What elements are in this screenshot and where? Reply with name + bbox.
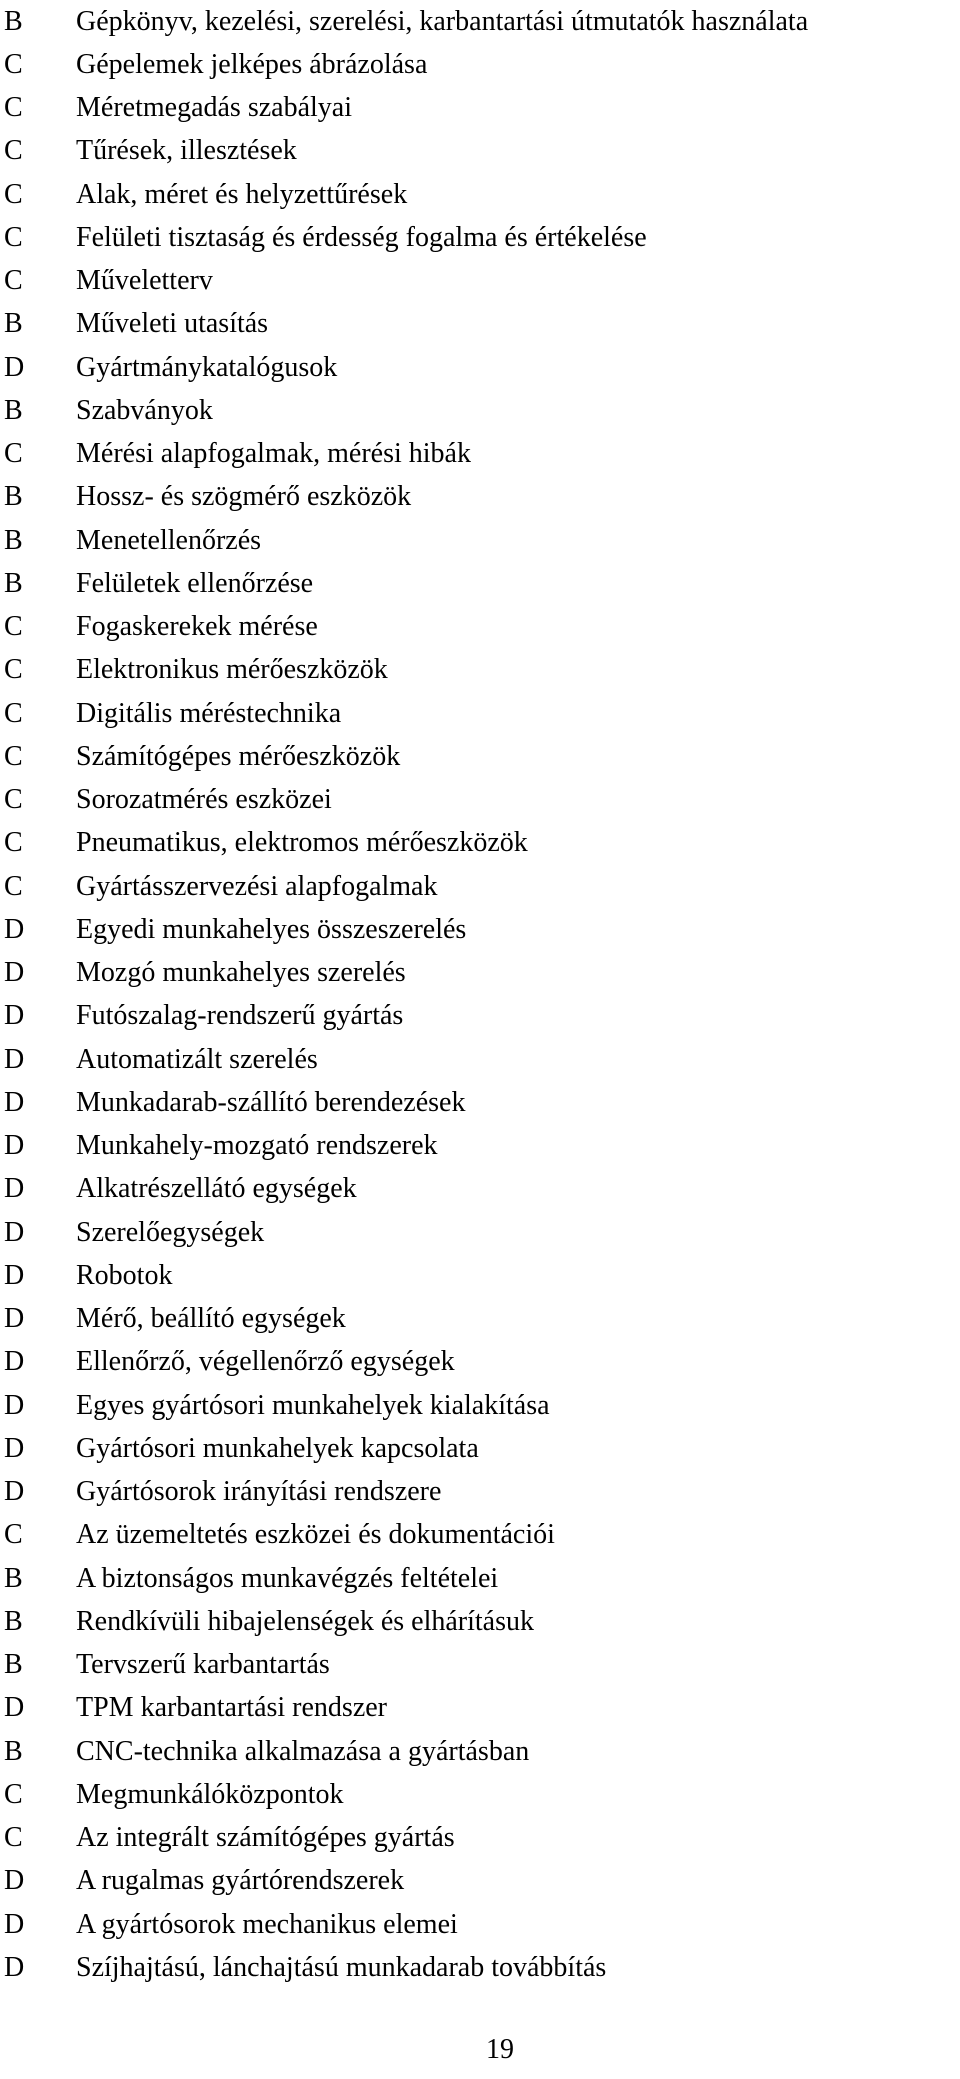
topic-text: Alkatrészellátó egységek [76,1173,357,1205]
level-letter: D [4,913,25,945]
topic-text: Alak, méret és helyzettűrések [76,178,408,210]
topic-text: Tűrések, illesztések [76,135,297,167]
level-letter: C [4,135,23,167]
topic-text: Műveleti utasítás [76,308,269,340]
topic-text: Az integrált számítógépes gyártás [76,1822,455,1854]
level-letter: D [4,1432,25,1464]
list-item [0,519,808,562]
topic-text: Menetellenőrzés [76,524,262,556]
level-letter: B [4,1649,23,1681]
list-item [0,779,808,822]
list-item [0,735,808,778]
topic-text: Gyártásszervezési alapfogalmak [76,870,438,902]
list-item [0,1168,808,1211]
topic-text: Egyedi munkahelyes összeszerelés [76,913,467,945]
list-item [0,865,808,908]
topic-text: Pneumatikus, elektromos mérőeszközök [76,827,528,859]
list-item [0,1254,808,1297]
topic-text: Elektronikus mérőeszközök [76,654,388,686]
level-letter: D [4,1476,25,1508]
list-item [0,1817,808,1860]
level-letter: D [4,1130,25,1162]
level-letter: B [4,308,23,340]
topic-text: A gyártósorok mechanikus elemei [76,1908,458,1940]
list-item [0,1081,808,1124]
level-letter: D [4,1259,25,1291]
topic-text: A rugalmas gyártórendszerek [76,1865,405,1897]
list-item [0,216,808,259]
topic-text: Mérő, beállító egységek [76,1303,346,1335]
level-letter: D [4,1000,25,1032]
topic-text: Felületek ellenőrzése [76,567,314,599]
list-item [0,433,808,476]
topic-text: Szabványok [76,394,213,426]
list-item [0,1687,808,1730]
topic-text: Szíjhajtású, lánchajtású munkadarab továbbítás [76,1951,607,1983]
list-item [0,1946,808,1989]
topic-text: Egyes gyártósori munkahelyek kialakítása [76,1389,550,1421]
list-item [0,1773,808,1816]
level-letter: D [4,1086,25,1118]
list-item [0,995,808,1038]
list-item [0,1730,808,1773]
topic-text: Gépkönyv, kezelési, szerelési, karbantartási útmutatók használata [76,5,809,37]
topic-text: Tervszerű karbantartás [76,1649,330,1681]
list-item [0,1471,808,1514]
topic-text: Mérési alapfogalmak, mérési hibák [76,438,471,470]
level-letter: C [4,178,23,210]
topic-text: Gyártósorok irányítási rendszere [76,1476,442,1508]
level-letter: D [4,1908,25,1940]
level-letter: C [4,48,23,80]
list-item [0,822,808,865]
topic-text: Megmunkálóközpontok [76,1778,344,1810]
list-item [0,1557,808,1600]
list-item [0,1125,808,1168]
topic-text: Szerelőegységek [76,1216,265,1248]
topic-text: Hossz- és szögmérő eszközök [76,481,412,513]
level-letter: B [4,481,23,513]
level-letter: C [4,654,23,686]
topic-text: Méretmegadás szabályai [76,92,352,124]
list-item [0,1211,808,1254]
topic-text: Digitális méréstechnika [76,697,342,729]
level-letter: C [4,740,23,772]
level-letter: B [4,1735,23,1767]
list-item [0,1298,808,1341]
level-letter: C [4,1778,23,1810]
list-item [0,0,808,43]
level-letter: C [4,611,23,643]
list-item [0,389,808,432]
list-item [0,1427,808,1470]
list-item [0,1341,808,1384]
level-letter: D [4,1346,25,1378]
topic-text: Gépelemek jelképes ábrázolása [76,48,428,80]
level-letter: C [4,784,23,816]
level-letter: C [4,92,23,124]
level-letter: C [4,697,23,729]
level-letter: D [4,1173,25,1205]
level-letter: D [4,1389,25,1421]
list-item [0,1644,808,1687]
topic-text: Mozgó munkahelyes szerelés [76,957,406,989]
topic-text: Rendkívüli hibajelenségek és elhárításuk [76,1605,534,1637]
level-letter: D [4,1043,25,1075]
topic-text: Automatizált szerelés [76,1043,318,1075]
level-letter: B [4,1562,23,1594]
level-letter: D [4,1951,25,1983]
topic-text: Műveletterv [76,265,213,297]
topic-text: Fogaskerekek mérése [76,611,318,643]
level-letter: B [4,5,23,37]
list-item [0,476,808,519]
list-item [0,1903,808,1946]
list-item [0,606,808,649]
topic-text: TPM karbantartási rendszer [76,1692,387,1724]
list-item [0,130,808,173]
topic-text: A biztonságos munkavégzés feltételei [76,1562,499,1594]
list-item [0,692,808,735]
list-item [0,173,808,216]
list-item [0,43,808,86]
level-letter: D [4,1303,25,1335]
level-letter: C [4,870,23,902]
topic-text: Az üzemeltetés eszközei és dokumentációi [76,1519,555,1551]
level-letter: D [4,957,25,989]
topic-text: CNC-technika alkalmazása a gyártásban [76,1735,530,1767]
topic-text: Gyártmánykatalógusok [76,351,338,383]
topic-text: Futószalag-rendszerű gyártás [76,1000,404,1032]
list-item [0,908,808,951]
level-letter: C [4,827,23,859]
list-item [0,303,808,346]
topic-text: Felületi tisztaság és érdesség fogalma és értékelése [76,221,647,253]
level-letter: B [4,1605,23,1637]
list-item [0,1860,808,1903]
list-item [0,260,808,303]
level-letter: C [4,265,23,297]
list-item [0,1600,808,1643]
level-letter: C [4,438,23,470]
level-letter: C [4,221,23,253]
topic-text: Ellenőrző, végellenőrző egységek [76,1346,455,1378]
list-item [0,1038,808,1081]
topic-text: Sorozatmérés eszközei [76,784,332,816]
topic-text: Robotok [76,1259,173,1291]
level-letter: B [4,567,23,599]
list-item [0,649,808,692]
list-item [0,562,808,605]
level-letter: D [4,1865,25,1897]
topic-text: Munkahely-mozgató rendszerek [76,1130,438,1162]
level-letter: B [4,524,23,556]
list-item [0,1514,808,1557]
level-letter: D [4,1216,25,1248]
list-item [0,952,808,995]
list-item [0,346,808,389]
level-letter: C [4,1822,23,1854]
level-letter: B [4,394,23,426]
list-item [0,1384,808,1427]
topic-text: Számítógépes mérőeszközök [76,740,401,772]
page-number: 19 [486,2034,514,2065]
level-letter: C [4,1519,23,1551]
level-letter: D [4,351,25,383]
topic-text: Gyártósori munkahelyek kapcsolata [76,1432,479,1464]
topic-text: Munkadarab-szállító berendezések [76,1086,466,1118]
list-item [0,87,808,130]
level-letter: D [4,1692,25,1724]
